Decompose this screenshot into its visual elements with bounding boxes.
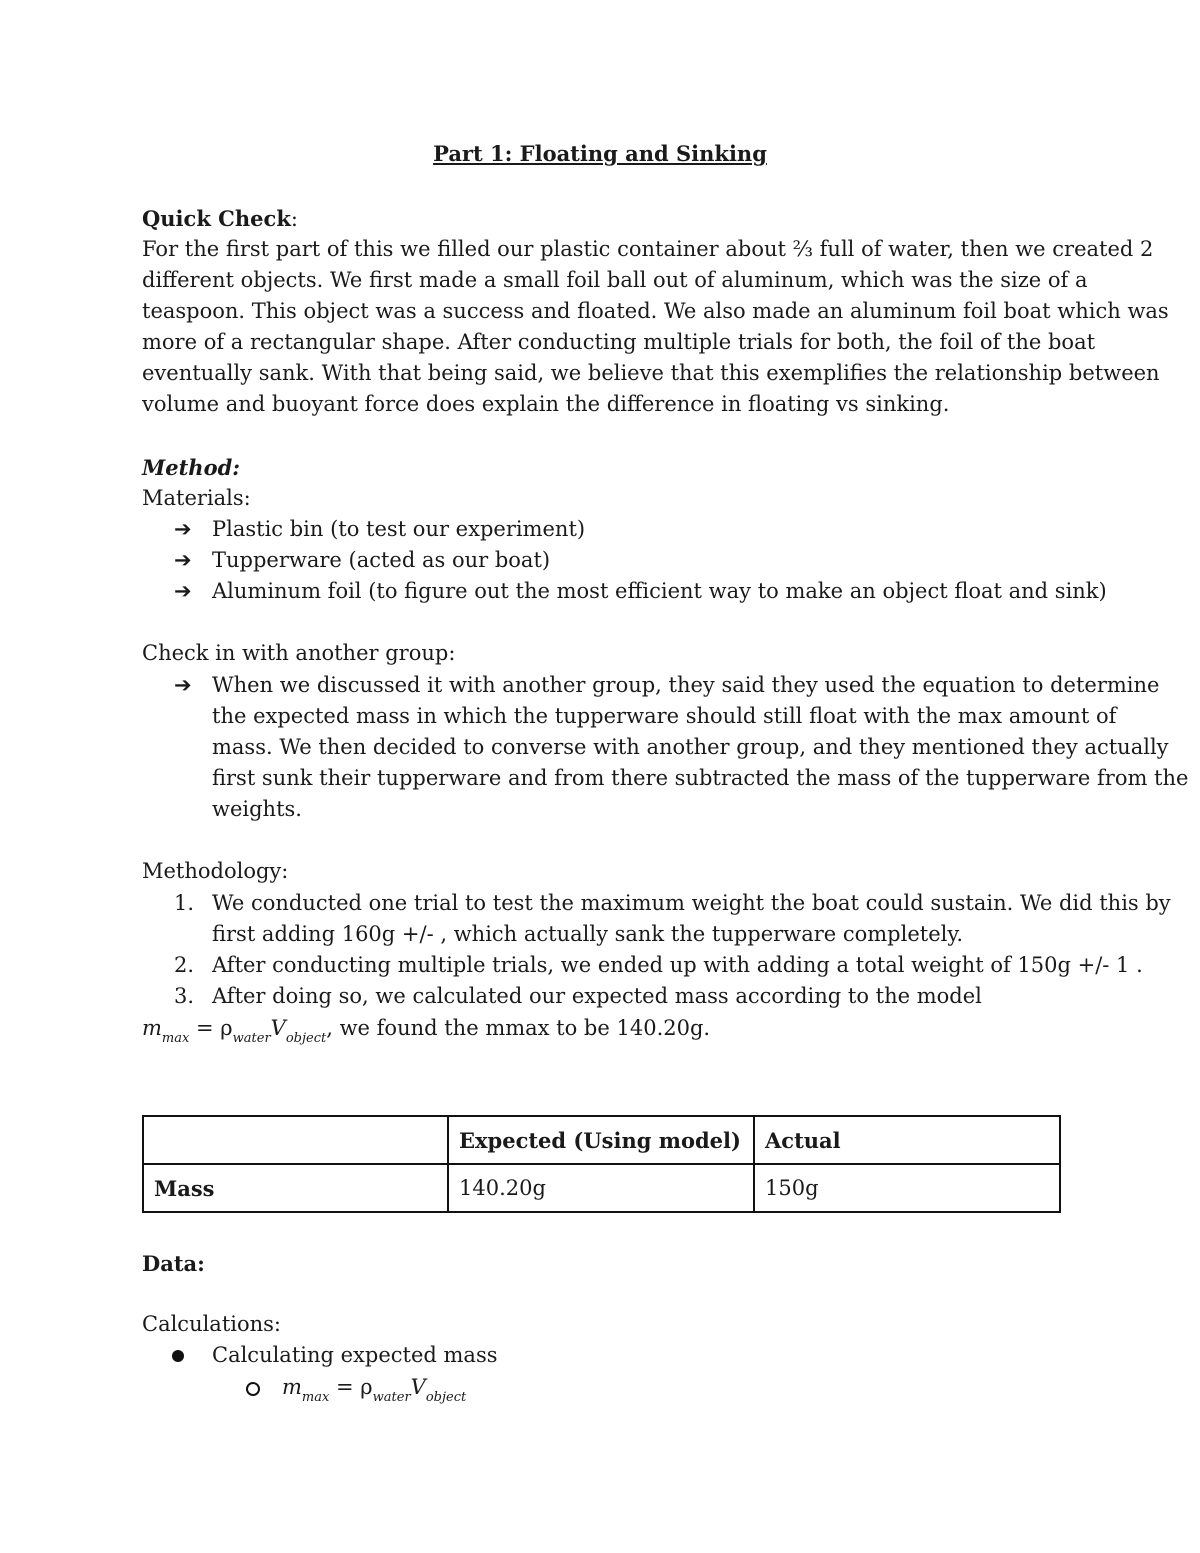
- quick-check-heading: [142, 203, 298, 235]
- quick-check-paragraph: [142, 234, 1169, 420]
- check-in-line: the expected mass in which the tupperware should still float with the max amount of: [212, 704, 1117, 728]
- formula-v: V: [410, 1375, 426, 1399]
- table-row-label: Mass: [143, 1164, 448, 1212]
- formula-v-sub: object: [285, 1031, 327, 1046]
- formula-m-sub: max: [301, 1390, 330, 1405]
- step-line: We conducted one trial to test the maximum weight the boat could sustain. We did this by: [212, 891, 1171, 915]
- formula-line: [142, 1013, 710, 1047]
- materials-label: Materials:: [142, 486, 251, 510]
- arrow-bullet-icon: ➔: [174, 673, 192, 697]
- step-number: 3.: [174, 984, 195, 1008]
- paragraph-line: For the first part of this we filled our plastic container about ⅔ full of water, then we created 2: [142, 237, 1154, 261]
- methodology-label: Methodology:: [142, 859, 289, 883]
- calculations-label: Calculations:: [142, 1312, 282, 1336]
- formula-suffix: , we found the mmax to be 140.20g.: [326, 1016, 711, 1040]
- step-line: After conducting multiple trials, we ended up with adding a total weight of 150g +/- 1 .: [212, 953, 1143, 977]
- data-heading: Data:: [142, 1251, 205, 1276]
- check-in-line: weights.: [212, 797, 302, 821]
- arrow-bullet-icon: ➔: [174, 517, 192, 541]
- table-header-cell: Actual: [754, 1116, 1060, 1164]
- method-heading: Method:: [142, 455, 241, 480]
- step-line: first adding 160g +/- , which actually sank the tupperware completely.: [212, 922, 964, 946]
- bullet-circle-icon: [246, 1382, 260, 1396]
- table-row: [143, 1164, 1060, 1212]
- formula-eq: =: [329, 1375, 361, 1399]
- formula-m: m: [142, 1016, 162, 1040]
- bullet-dot-icon: [172, 1350, 184, 1362]
- table-cell-actual: 150g: [754, 1164, 1060, 1212]
- page-title: Part 1: Floating and Sinking: [433, 141, 767, 166]
- formula-rho: ρ: [220, 1016, 233, 1040]
- arrow-bullet-icon: ➔: [174, 548, 192, 572]
- formula-line-2: [282, 1372, 466, 1406]
- paragraph-line: volume and buoyant force does explain the difference in floating vs sinking.: [142, 392, 950, 416]
- arrow-bullet-icon: ➔: [174, 579, 192, 603]
- step-number: 1.: [174, 891, 195, 915]
- check-in-line: When we discussed it with another group, they said they used the equation to determine: [212, 673, 1160, 697]
- formula-eq: =: [189, 1016, 221, 1040]
- material-item: Aluminum foil (to figure out the most efficient way to make an object float and sink): [212, 579, 1107, 603]
- table-header-cell: [143, 1116, 448, 1164]
- paragraph-line: different objects. We first made a small foil ball out of aluminum, which was the size of a: [142, 268, 1088, 292]
- check-in-line: mass. We then decided to converse with another group, and they mentioned they actually: [212, 735, 1169, 759]
- formula-v: V: [270, 1016, 286, 1040]
- step-line: After doing so, we calculated our expected mass according to the model: [212, 984, 982, 1008]
- table-header-cell: Expected (Using model): [448, 1116, 754, 1164]
- check-in-line: first sunk their tupperware and from there subtracted the mass of the tupperware from the: [212, 766, 1189, 790]
- step-number: 2.: [174, 953, 195, 977]
- paragraph-line: teaspoon. This object was a success and floated. We also made an aluminum foil boat which was: [142, 299, 1169, 323]
- quick-check-label: Quick Check: [142, 206, 291, 231]
- formula-v-sub: object: [425, 1390, 467, 1405]
- check-in-label: Check in with another group:: [142, 641, 456, 665]
- material-item: Plastic bin (to test our experiment): [212, 517, 586, 541]
- formula-m-sub: max: [161, 1031, 190, 1046]
- formula-rho-sub: water: [232, 1031, 271, 1046]
- formula-m: m: [282, 1375, 302, 1399]
- paragraph-line: eventually sank. With that being said, we believe that this exemplifies the relationship between: [142, 361, 1160, 385]
- table-header-row: [143, 1116, 1060, 1164]
- table-cell-expected: 140.20g: [448, 1164, 754, 1212]
- formula-rho: ρ: [360, 1375, 373, 1399]
- calculation-item: Calculating expected mass: [212, 1343, 498, 1367]
- quick-check-colon: :: [290, 207, 298, 231]
- mass-table: [142, 1115, 1061, 1213]
- material-item: Tupperware (acted as our boat): [212, 548, 551, 572]
- formula-rho-sub: water: [372, 1390, 411, 1405]
- paragraph-line: more of a rectangular shape. After conducting multiple trials for both, the foil of the boat: [142, 330, 1096, 354]
